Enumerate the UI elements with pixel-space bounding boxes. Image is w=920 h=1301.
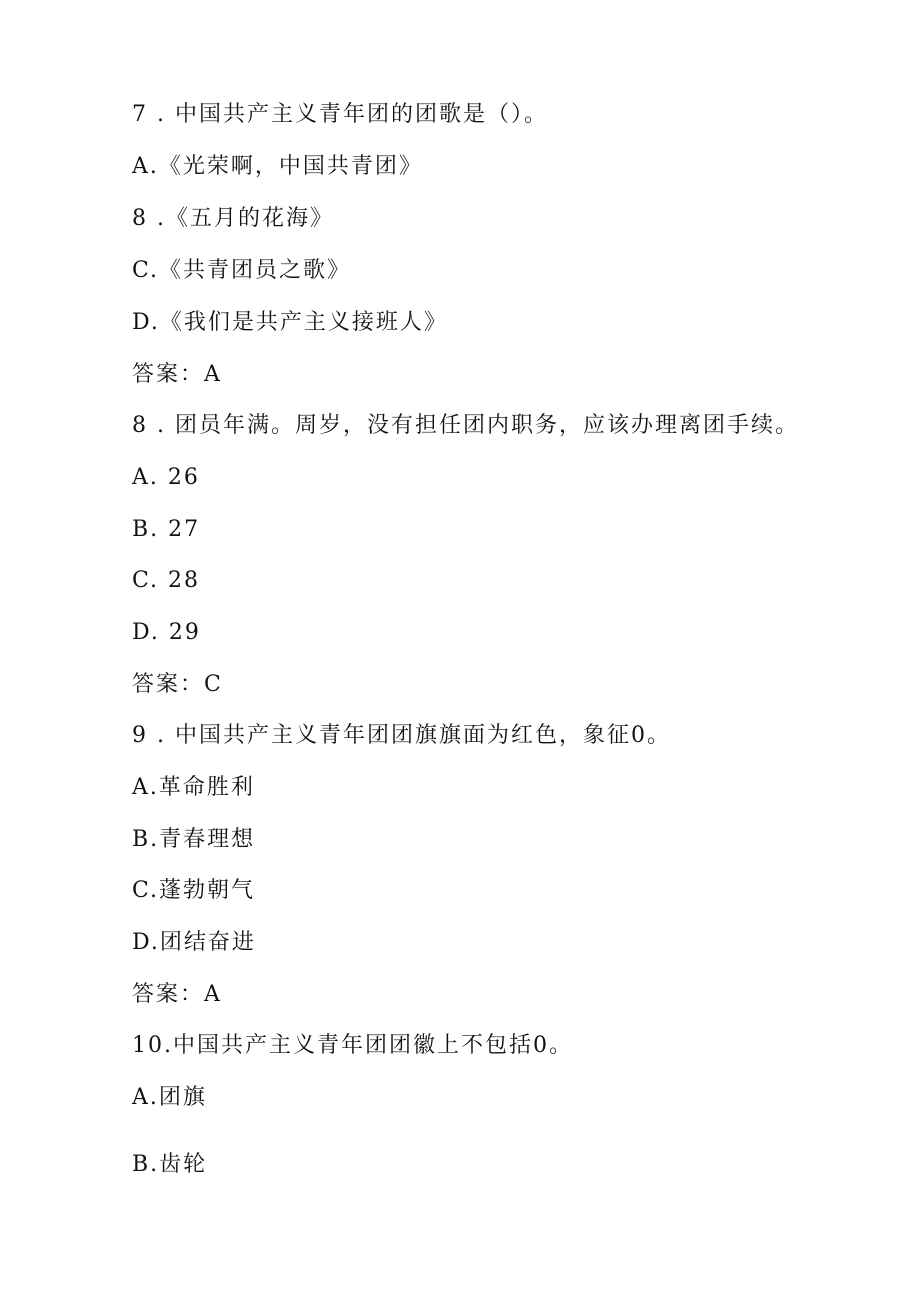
question-10-option-a: A.团旗 xyxy=(132,1085,207,1110)
question-7-answer: 答案：A xyxy=(132,362,222,387)
question-7-stem: 7 . 中国共产主义青年团的团歌是（）。 xyxy=(132,102,548,127)
question-7-option-c: C.《共青团员之歌》 xyxy=(132,258,352,283)
question-8-option-b: B. 27 xyxy=(132,517,201,542)
question-9-answer: 答案：A xyxy=(132,982,222,1007)
question-7-option-a: A.《光荣啊，中国共青团》 xyxy=(132,154,423,179)
question-8-option-d: D. 29 xyxy=(132,620,201,645)
question-7-option-b: 8 .《五月的花海》 xyxy=(132,206,334,231)
question-8-option-c: C. 28 xyxy=(132,568,201,593)
question-7-option-d: D.《我们是共产主义接班人》 xyxy=(132,310,448,335)
question-10-option-b: B.齿轮 xyxy=(132,1152,208,1177)
question-9-option-a: A.革命胜利 xyxy=(132,775,255,800)
question-10-stem: 10.中国共产主义青年团团徽上不包括0。 xyxy=(132,1033,573,1058)
question-8-stem: 8 . 团员年满。周岁，没有担任团内职务，应该办理离团手续。 xyxy=(132,413,799,438)
question-9-option-b: B.青春理想 xyxy=(132,827,256,852)
question-8-answer: 答案：C xyxy=(132,672,223,697)
question-9-option-c: C.蓬勃朝气 xyxy=(132,878,256,903)
question-9-stem: 9 . 中国共产主义青年团团旗旗面为红色，象征0。 xyxy=(132,723,671,748)
question-8-option-a: A. 26 xyxy=(132,465,200,490)
question-9-option-d: D.团结奋进 xyxy=(132,930,256,955)
